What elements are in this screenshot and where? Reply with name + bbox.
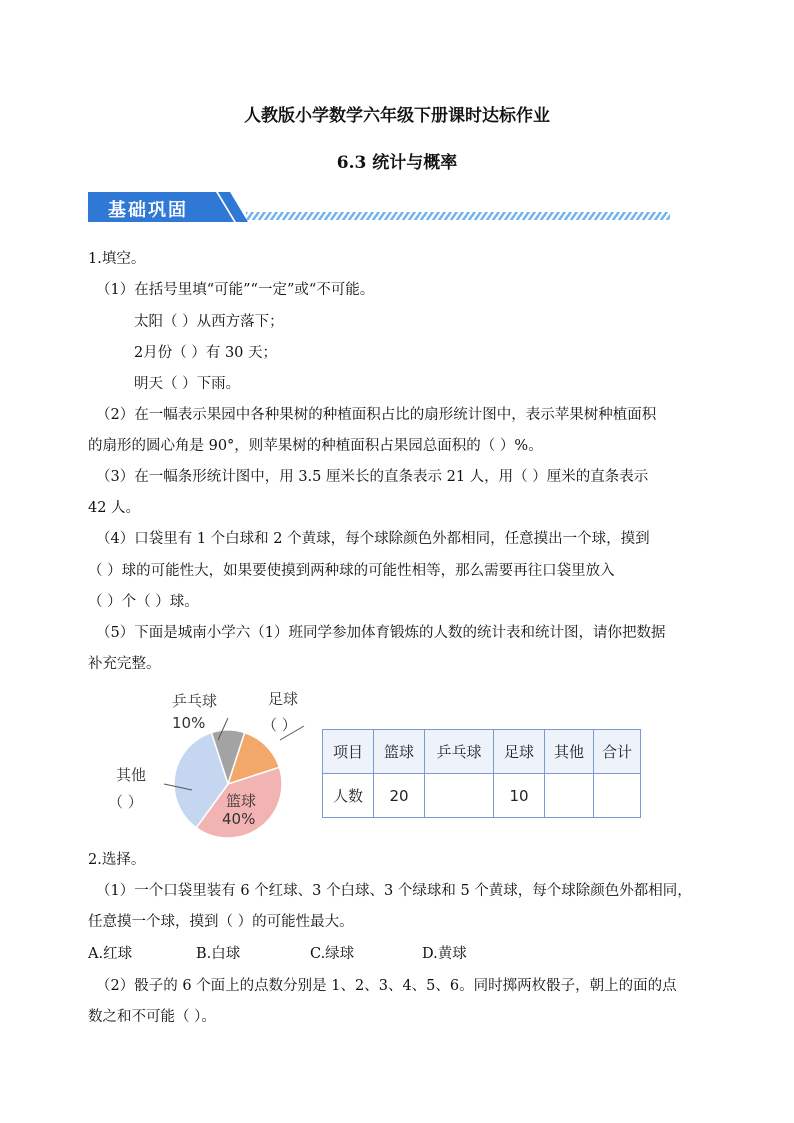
q2-part1-line1: （1）一个口袋里装有 6 个红球、3 个白球、3 个绿球和 5 个黄球，每个球除颜色外都相同， bbox=[96, 883, 692, 899]
table-cell: 足球 bbox=[494, 730, 545, 774]
q1-part4-line3: （ ）个（ ）球。 bbox=[88, 594, 199, 610]
q1-part3-line2: 42 人。 bbox=[88, 500, 141, 516]
q1-heading: 1.填空。 bbox=[88, 251, 146, 267]
q2-part2-line1: （2）骰子的 6 个面上的点数分别是 1、2、3、4、5、6。同时掷两枚骰子，朝上的面的点 bbox=[96, 978, 677, 994]
table-cell: 项目 bbox=[323, 730, 374, 774]
q1-part1-prompt: （1）在括号里填“可能”“一定”或“不可能。 bbox=[96, 282, 375, 298]
table-row-counts bbox=[323, 774, 641, 818]
section-banner bbox=[88, 188, 678, 226]
table-cell: 乒乓球 bbox=[425, 730, 494, 774]
q1-part1-item-a: 太阳（ ）从西方落下； bbox=[134, 314, 284, 330]
pie-value-basketball: 40% bbox=[222, 810, 256, 828]
pie-value-other: （ ） bbox=[108, 793, 143, 811]
table-cell: 20 bbox=[374, 774, 425, 818]
pie-label-pingpong: 乒乓球 bbox=[172, 692, 218, 710]
table-cell: 合计 bbox=[594, 730, 641, 774]
document-subtitle: 6.3 统计与概率 bbox=[336, 153, 458, 173]
q2-option-b: B.白球 bbox=[196, 946, 241, 962]
q1-part4-line1: （4）口袋里有 1 个白球和 2 个黄球，每个球除颜色外都相同，任意摸出一个球，摸到 bbox=[96, 531, 650, 547]
table-cell bbox=[545, 774, 594, 818]
table-cell bbox=[594, 774, 641, 818]
table-cell bbox=[425, 774, 494, 818]
q1-part2-line1: （2）在一幅表示果园中各种果树的种植面积占比的扇形统计图中，表示苹果树种植面积 bbox=[96, 407, 657, 423]
table-cell: 10 bbox=[494, 774, 545, 818]
pie-label-other: 其他 bbox=[116, 766, 147, 784]
stats-table bbox=[322, 729, 641, 818]
q1-part1-item-b: 2月份（ ）有 30 天； bbox=[134, 345, 278, 361]
pie-value-pingpong: 10% bbox=[172, 714, 206, 732]
q1-part2-line2: 的扇形的圆心角是 90°，则苹果树的种植面积占果园总面积的（ ）%。 bbox=[88, 438, 543, 454]
q1-part5-line1: （5）下面是城南小学六（1）班同学参加体育锻炼的人数的统计表和统计图，请你把数据 bbox=[96, 625, 666, 641]
q1-part5-line2: 补充完整。 bbox=[88, 656, 161, 672]
pie-label-basketball: 篮球 bbox=[226, 792, 257, 810]
pie-label-football: 足球 bbox=[268, 690, 299, 708]
document-title: 人教版小学数学六年级下册课时达标作业 bbox=[244, 106, 550, 126]
q1-part4-line2: （ ）球的可能性大，如果要使摸到两种球的可能性相等，那么需要再往口袋里放入 bbox=[88, 563, 615, 579]
q2-part1-line2: 任意摸一个球，摸到（ ）的可能性最大。 bbox=[88, 914, 354, 930]
table-cell: 其他 bbox=[545, 730, 594, 774]
q1-part1-item-c: 明天（ ）下雨。 bbox=[134, 376, 241, 392]
q2-option-a: A.红球 bbox=[88, 946, 133, 962]
q2-option-c: C.绿球 bbox=[310, 946, 355, 962]
table-row-header bbox=[323, 730, 641, 774]
table-cell: 人数 bbox=[323, 774, 374, 818]
banner-label: 基础巩固 bbox=[108, 200, 188, 221]
table-cell: 篮球 bbox=[374, 730, 425, 774]
q2-heading: 2.选择。 bbox=[88, 852, 146, 868]
pie-value-football: （ ） bbox=[262, 716, 297, 734]
q2-part2-line2: 数之和不可能（ ）。 bbox=[88, 1009, 216, 1025]
q1-part3-line1: （3）在一幅条形统计图中，用 3.5 厘米长的直条表示 21 人，用（ ）厘米的直条表示 bbox=[96, 469, 649, 485]
q2-option-d: D.黄球 bbox=[422, 946, 467, 962]
